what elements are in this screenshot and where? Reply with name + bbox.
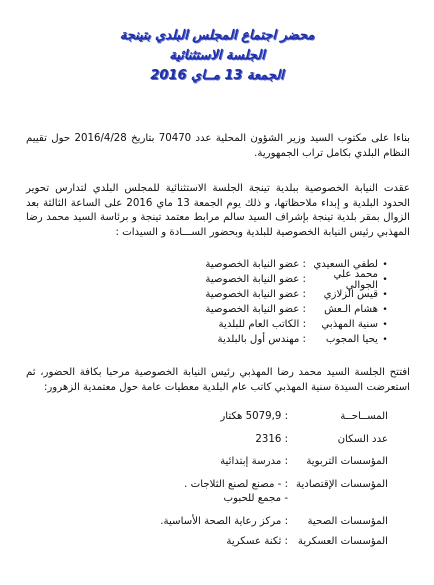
member-role: : عضو النيابة الخصوصية <box>205 274 306 285</box>
member-item <box>160 287 392 302</box>
bullet-icon: • <box>382 319 388 330</box>
member-name: لطفي السعيدي <box>313 259 378 270</box>
member-role: : مهندس أول بالبلدية <box>217 334 306 345</box>
member-item <box>160 317 392 332</box>
bullet-icon: • <box>382 289 388 300</box>
title-date: الجمعة 13 مــاي 2016 <box>150 68 284 83</box>
opening-paragraph: افتتح الجلسة السيد محمد رضا المهذبي رئيس النيابة الخصوصية مرحبا بكافة الحضور، ثم استعرضت السيدة سنية المهذبي كاتب عام البلدية معطيات عامة حول معتمدية الزهرور: <box>26 367 410 393</box>
member-role: : عضو النيابة الخصوصية <box>205 289 306 300</box>
member-name: يحيا المجوب <box>325 334 378 345</box>
member-name: هشام الـعش <box>324 304 378 315</box>
fact-value <box>96 410 288 425</box>
fact-value-line: : مدرسة إبتدائية <box>220 456 288 467</box>
fact-value-line: : - مصنع لصنع الثلاجات . <box>184 478 288 490</box>
title-session: الجلسة الاستثنائية <box>169 48 265 63</box>
member-name: قيس الزلازي <box>323 289 378 300</box>
fact-row <box>96 535 388 550</box>
member-role: : عضو النيابة الخصوصية <box>205 304 306 315</box>
bullet-icon: • <box>382 334 388 345</box>
fact-label: المؤسسات الإقتصادية <box>295 478 388 490</box>
session-paragraph: عقدت النيابة الخصوصية ببلدية تينجة الجلسة الاستثنائية للمجلس البلدي لتدارس تحوير الحدود البلدية و إبداء ملاحظاتها، و ذلك يوم الجمعة 13 ماي 2016 على الساعة الثالثة بعد الزوال بمقر بلدية تينجة بإشراف السيد سالم مرابط معتمد تينجة و برئاسة السيد محمد رضا المهذبي رئيس النيابة الخصوصية للبلدية وبحضور الســـادة و السيدات : <box>26 183 411 238</box>
fact-value <box>96 535 288 550</box>
facts-list <box>96 410 388 550</box>
member-role: : الكاتب العام للبلدية <box>218 319 306 330</box>
bullet-icon: • <box>382 304 388 315</box>
intro-paragraph: بناءا على مكتوب السيد وزير الشؤون المحلية عدد 70470 بتاريخ 2016/4/28 حول تقييم النظام البلدي بكامل تراب الجمهورية. <box>26 133 410 159</box>
member-item <box>160 268 392 291</box>
fact-row <box>96 455 388 470</box>
fact-value <box>96 455 288 470</box>
fact-label: المؤسسات الصحية <box>307 515 388 527</box>
member-item <box>160 332 392 347</box>
fact-row <box>96 433 388 448</box>
title-block <box>0 26 434 86</box>
fact-label: المؤسسات العسكرية <box>297 536 388 547</box>
fact-label: المؤسسات التربوية <box>306 456 388 467</box>
title-minutes: محضر اجتماع المجلس البلدي بتينجة <box>119 28 315 43</box>
fact-row <box>96 515 388 530</box>
fact-value <box>96 433 288 448</box>
member-role: : عضو النيابة الخصوصية <box>205 259 306 270</box>
members-list <box>160 257 392 347</box>
fact-value-line: : ثكنة عسكرية <box>226 536 288 547</box>
fact-row <box>96 478 388 507</box>
member-name: سنية المهذبي <box>321 319 378 330</box>
bullet-icon: • <box>382 259 388 270</box>
fact-value-line: - مجمع للحبوب <box>223 493 288 504</box>
member-item <box>160 302 392 317</box>
bullet-icon: • <box>382 274 388 285</box>
member-name: محمد علي الجوالي <box>333 268 378 291</box>
fact-value-line: : مركز رعاية الصحة الأساسية. <box>160 515 288 527</box>
fact-value-line: : 5079,9 هكتار <box>220 411 288 422</box>
fact-value-line: : 2316 <box>255 433 288 445</box>
fact-value <box>96 515 288 530</box>
fact-value <box>96 478 288 507</box>
fact-label: المســاحــة <box>340 411 388 422</box>
fact-row <box>96 410 388 425</box>
fact-label: عدد السكان <box>337 433 388 445</box>
